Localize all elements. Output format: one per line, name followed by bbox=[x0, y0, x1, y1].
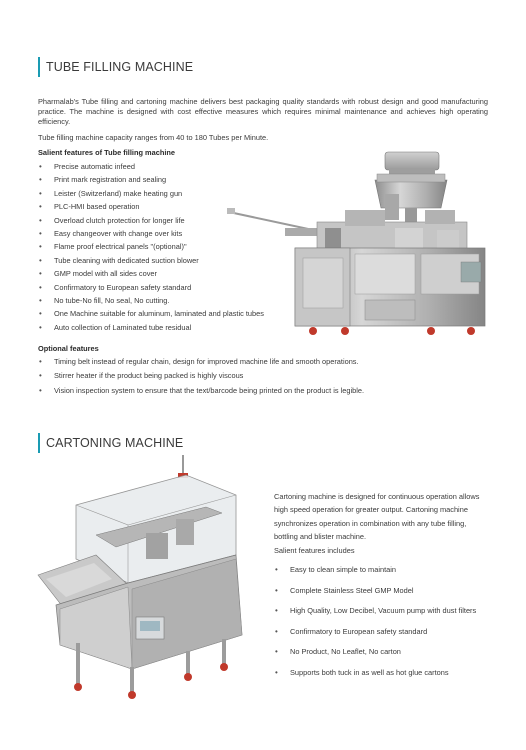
heading-accent-bar bbox=[38, 57, 40, 77]
list-item: • No Product, No Leaflet, No carton bbox=[275, 647, 401, 656]
bullet-icon: • bbox=[39, 282, 42, 292]
tube-section-heading bbox=[38, 57, 193, 77]
bullet-icon: • bbox=[275, 626, 278, 636]
list-item: • Vision inspection system to ensure that the text/barcode being printed on the product is legible. bbox=[39, 385, 365, 395]
list-item: • Flame proof electrical panels "(optional)" bbox=[39, 242, 187, 252]
bullet-icon: • bbox=[275, 667, 278, 677]
list-item: • Easy changeover with change over kits bbox=[39, 228, 183, 238]
bullet-icon: • bbox=[39, 242, 42, 252]
list-item: • Auto collection of Laminated tube residual bbox=[39, 322, 192, 332]
list-item: • Confirmatory to European safety standard bbox=[275, 626, 428, 636]
list-item: • Complete Stainless Steel GMP Model bbox=[275, 585, 414, 595]
bullet-icon: • bbox=[39, 188, 42, 198]
bullet-icon: • bbox=[39, 371, 42, 381]
list-item: • PLC-HMI based operation bbox=[39, 202, 140, 212]
list-item: • Easy to clean simple to maintain bbox=[275, 565, 396, 574]
tube-capacity-text: Tube filling machine capacity ranges from 40 to 180 Tubes per Minute. bbox=[38, 133, 269, 142]
bullet-icon: • bbox=[39, 162, 42, 171]
bullet-icon: • bbox=[39, 269, 42, 279]
bullet-icon: • bbox=[39, 228, 42, 238]
optional-features-heading: Optional features bbox=[38, 344, 99, 353]
list-item: • Leister (Switzerland) make heating gun bbox=[39, 188, 183, 198]
bullet-icon: • bbox=[39, 255, 42, 265]
list-item: • Confirmatory to European safety standard bbox=[39, 282, 192, 292]
carton-section-title: CARTONING MACHINE bbox=[46, 436, 184, 450]
list-item: • No tube-No fill, No seal, No cutting. bbox=[39, 295, 170, 305]
bullet-icon: • bbox=[39, 295, 42, 305]
tube-intro-paragraph: Pharmalab's Tube filling and cartoning machine delivers best packaging quality standards with robust design and good manufacturing practice. The machine is designed with cost effective measures which requires minimal maintenance and achieves high operating efficiency. bbox=[38, 97, 488, 126]
list-item: • Print mark registration and sealing bbox=[39, 175, 167, 185]
optional-features-list bbox=[38, 357, 508, 400]
carton-section-heading bbox=[38, 433, 183, 453]
list-item: • Supports both tuck in as well as hot glue cartons bbox=[275, 667, 449, 677]
list-item: • Stirrer heater if the product being packed is highly viscous bbox=[39, 371, 244, 381]
bullet-icon: • bbox=[39, 322, 42, 332]
bullet-icon: • bbox=[39, 309, 42, 319]
bullet-icon: • bbox=[275, 606, 278, 615]
heading-accent-bar bbox=[38, 433, 40, 453]
list-item: • GMP model with all sides cover bbox=[39, 269, 157, 279]
carton-features-list bbox=[274, 564, 494, 687]
list-item: • One Machine suitable for aluminum, laminated and plastic tubes bbox=[39, 309, 264, 319]
list-item: • Tube cleaning with dedicated suction blower bbox=[39, 255, 199, 265]
tube-section-title: TUBE FILLING MACHINE bbox=[46, 60, 194, 74]
tube-filling-machine-image bbox=[225, 150, 493, 340]
carton-salient-label: Salient features includes bbox=[274, 546, 355, 555]
list-item: • Overload clutch protection for longer life bbox=[39, 215, 185, 225]
bullet-icon: • bbox=[275, 565, 278, 574]
bullet-icon: • bbox=[39, 357, 42, 366]
bullet-icon: • bbox=[39, 385, 42, 395]
list-item: • High Quality, Low Decibel, Vacuum pump with dust filters bbox=[275, 606, 477, 615]
list-item: • Precise automatic infeed bbox=[39, 162, 135, 171]
list-item: • Timing belt instead of regular chain, design for improved machine life and smooth operations. bbox=[39, 357, 359, 366]
carton-description: Cartoning machine is designed for continuous operation allows high speed operation for greater output. Cartoning machine synchronizes operation in combination with any tube filling, bottling and blister machine. bbox=[274, 492, 480, 542]
bullet-icon: • bbox=[39, 175, 42, 185]
bullet-icon: • bbox=[39, 202, 42, 212]
bullet-icon: • bbox=[275, 585, 278, 595]
bullet-icon: • bbox=[39, 215, 42, 225]
bullet-icon: • bbox=[275, 647, 278, 656]
tube-features-heading: Salient features of Tube filling machine bbox=[38, 148, 176, 157]
cartoning-machine-image bbox=[36, 455, 248, 700]
